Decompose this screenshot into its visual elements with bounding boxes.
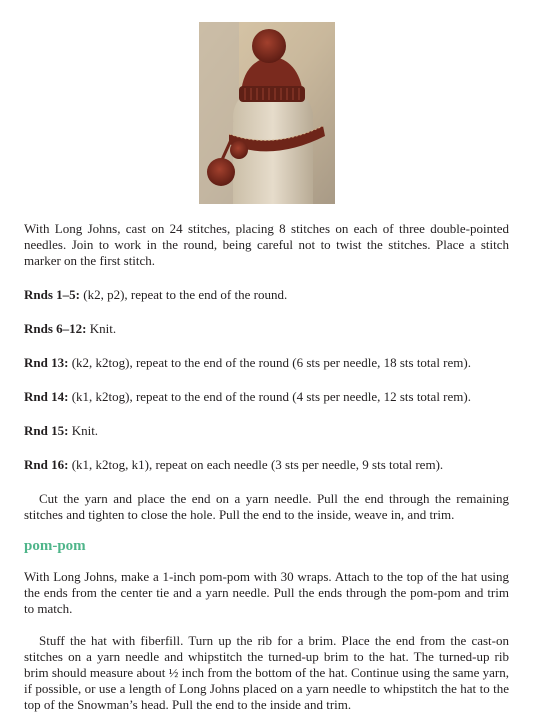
round-text: (k2, k2tog), repeat to the end of the round (6 sts per needle, 18 sts total rem). bbox=[68, 355, 471, 370]
round-13 bbox=[24, 355, 509, 371]
round-text: (k1, k2tog), repeat to the end of the round (4 sts per needle, 12 sts total rem). bbox=[68, 389, 471, 404]
round-label: Rnds 1–5: bbox=[24, 287, 80, 302]
round-6-12 bbox=[24, 321, 509, 337]
round-label: Rnd 13: bbox=[24, 355, 69, 370]
round-text: Knit. bbox=[68, 423, 99, 438]
round-text: Knit. bbox=[86, 321, 117, 336]
round-1-5 bbox=[24, 287, 509, 303]
round-15 bbox=[24, 423, 509, 439]
pompom-paragraph-1: With Long Johns, make a 1-inch pom-pom with 30 wraps. Attach to the top of the hat using the ends from the center tie and a yarn needle. Pull the ends through the pom-pom and trim to match. bbox=[24, 569, 509, 616]
pattern-instructions bbox=[24, 221, 509, 713]
snowman-hat-illustration bbox=[199, 22, 335, 204]
round-16 bbox=[24, 457, 509, 473]
round-label: Rnd 16: bbox=[24, 457, 69, 472]
section-heading-pompom: pom-pom bbox=[24, 538, 86, 554]
round-label: Rnd 15: bbox=[24, 423, 69, 438]
round-14 bbox=[24, 389, 509, 405]
round-label: Rnds 6–12: bbox=[24, 321, 87, 336]
round-text: (k2, p2), repeat to the end of the round. bbox=[80, 287, 288, 302]
snowman-photo bbox=[199, 22, 335, 204]
finish-paragraph: Cut the yarn and place the end on a yarn needle. Pull the end through the remaining stitches and tighten to close the hole. Pull the end to the inside, weave in, and trim. bbox=[24, 491, 509, 522]
round-label: Rnd 14: bbox=[24, 389, 69, 404]
intro-paragraph: With Long Johns, cast on 24 stitches, placing 8 stitches on each of three double-pointed needles. Join to work in the round, being careful not to twist the stitches. Place a stitch marker on the first stitch. bbox=[24, 221, 509, 268]
round-text: (k1, k2tog, k1), repeat on each needle (3 sts per needle, 9 sts total rem). bbox=[68, 457, 444, 472]
pompom-paragraph-2: Stuff the hat with fiberfill. Turn up the rib for a brim. Place the end from the cast-on stitches on a yarn needle and whipstitch the turned-up brim to the hat. The turned-up rib brim should measure about ½ inch from the bottom of the hat. Continue using the same yarn, if possible, or use a length of Long Johns placed on a yarn needle to whipstitch the hat to the top of the Snowman’s head. Pull the end to the inside and trim. bbox=[24, 633, 509, 712]
